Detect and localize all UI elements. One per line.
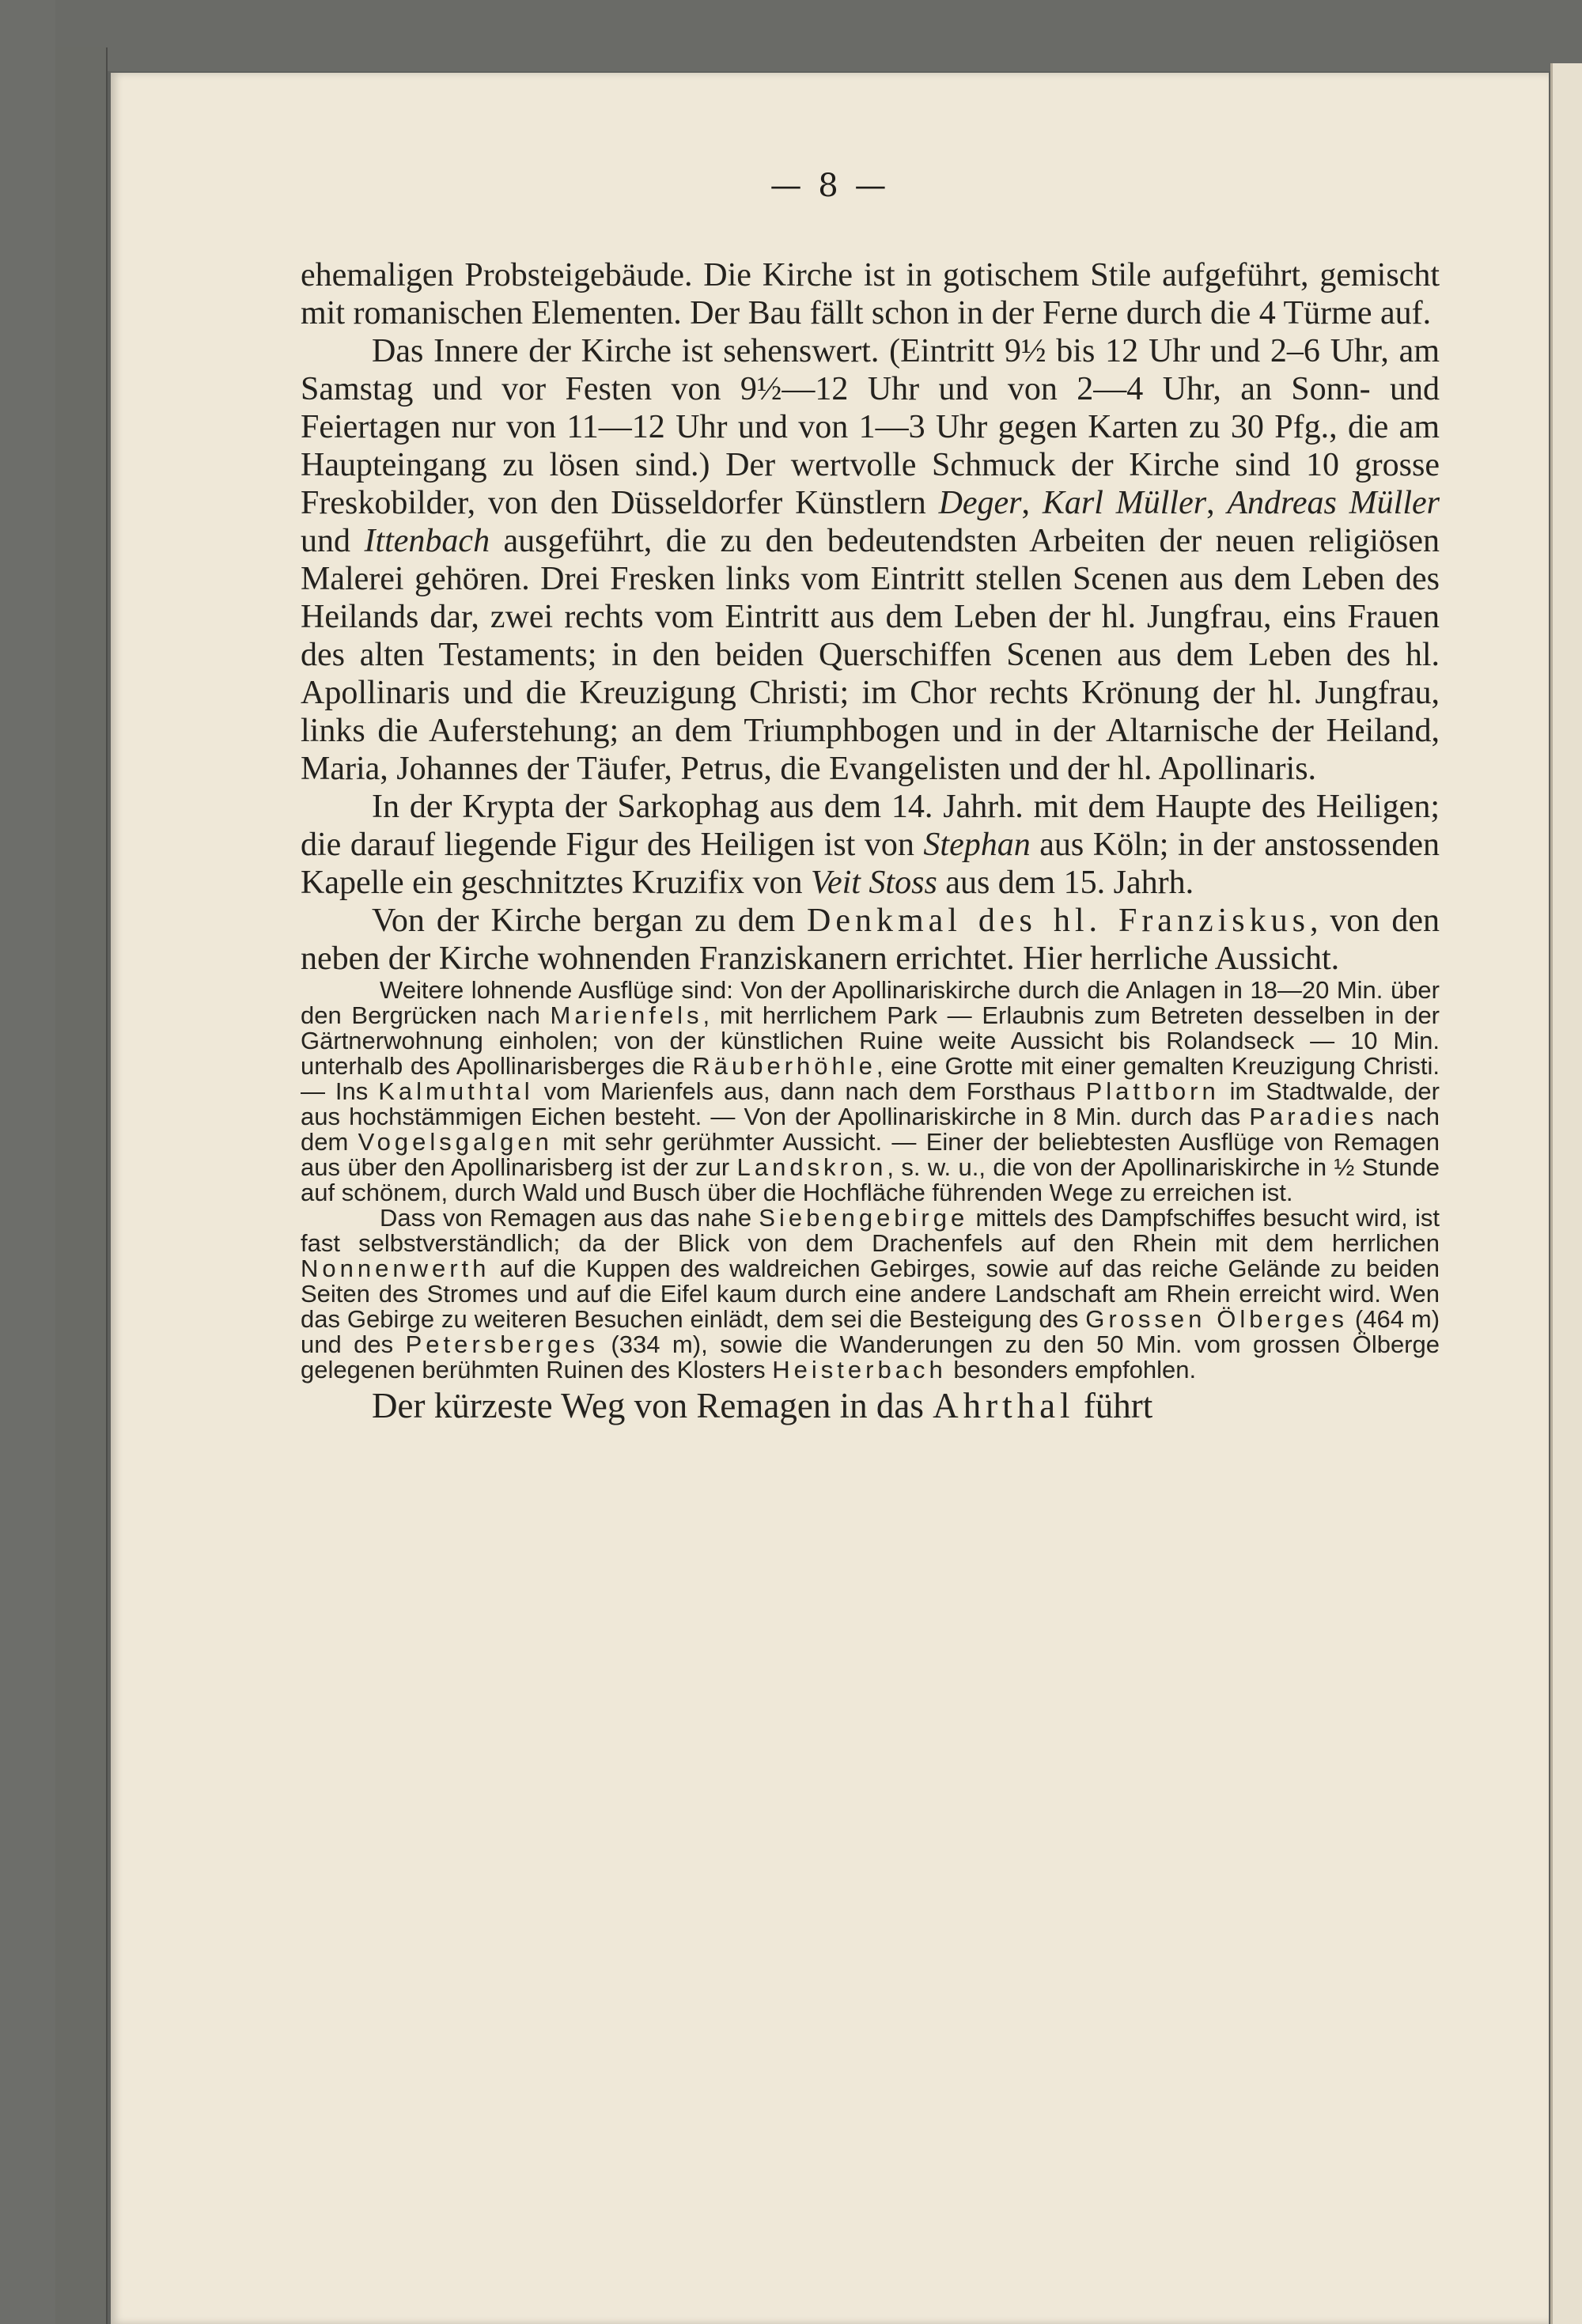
binding-edge	[55, 47, 108, 2324]
paragraph-ahrthal	[301, 1386, 1440, 1425]
note-text: vom Marienfels aus, dann nach dem Forsthaus	[533, 1077, 1086, 1105]
paragraph-text: , von den neben der Kirche wohnenden Franziskanern errichtet. Hier herrliche Aussicht.	[301, 903, 1440, 977]
paragraph-text: Der kürzeste Weg von Remagen in das	[372, 1386, 933, 1425]
paragraph-text: In der Krypta der Sarkophag aus dem 14. Jahrh. mit dem Haupte des Heiligen; die darauf liegende Figur des Heiligen ist von	[301, 789, 1440, 863]
spaced-place-name: Siebengebirge	[759, 1204, 969, 1232]
spaced-place-name: Paradies	[1249, 1103, 1378, 1130]
paragraph-text: Von der Kirche bergan zu dem	[372, 903, 807, 939]
spaced-place-name: Kalmuthtal	[378, 1077, 534, 1105]
paragraph-church-style	[301, 256, 1440, 332]
note-text: , mit herrlichem Park — Erlaubnis zum Betreten desselben in der Gärtnerwohnung einholen; von der künstlichen Ruine weite Aussicht bis Rolandseck — 10 Min. unterhalb des Apollinarisberges die	[301, 1001, 1440, 1080]
note-text: , s. w. u., die von der Apollinariskirche in ½ Stunde auf schönem, durch Wald und Busch über die Hochfläche führenden Wege zu erreichen ist.	[301, 1153, 1440, 1206]
note-text: Dass von Remagen aus das nahe	[380, 1204, 759, 1232]
spaced-place-name: Landskron	[736, 1153, 888, 1181]
spaced-place-name: Heisterbach	[772, 1356, 947, 1383]
paragraph-text: ausgeführt, die zu den bedeutendsten Arbeiten der neuen religiösen Malerei gehören. Drei Fresken links vom Eintritt stellen Scenen aus dem Leben des Heilands dar, zwei rechts vom Eintritt aus dem Leben der hl. Jungfrau, eins Frauen des alten Testaments; in den beiden Querschiffen Scenen aus dem Leben des hl. Apollinaris und die Kreuzigung Christi; im Chor rechts Krönung der hl. Jungfrau, links die Auferstehung; an dem Triumphbogen und in der Altarnische der Heiland, Maria, Johannes der Täufer, Petrus, die Evangelisten und der hl. Apollinaris.	[301, 523, 1440, 787]
spaced-place-name: Räuberhöhle	[692, 1052, 876, 1080]
note-text: , eine Grotte mit einer gemalten Kreuzigung Christi. — Ins	[301, 1052, 1440, 1105]
spaced-place-name: Nonnenwerth	[301, 1255, 490, 1282]
artist-name: Veit Stoss	[810, 865, 937, 901]
spaced-place-name: Plattborn	[1085, 1077, 1220, 1105]
note-siebengebirge	[301, 1206, 1440, 1383]
artist-name: Deger	[938, 485, 1022, 521]
note-text: Weitere lohnende Ausflüge sind: Von der Apollinariskirche durch die Anlagen in 18—20 Min. über den Bergrücken nach	[301, 976, 1440, 1029]
note-text: mittels des Dampfschiffes besucht wird, ist fast selbstverständlich; da der Blick von dem Drachenfels auf den Rhein mit dem herrlichen	[301, 1204, 1440, 1257]
note-text: mit sehr gerühmter Aussicht. — Einer der beliebtesten Ausflüge von Remagen aus über den Apollinarisberg ist der zur	[301, 1128, 1440, 1181]
spaced-place-name: Grossen Ölberges	[1085, 1305, 1349, 1333]
note-further-excursions	[301, 978, 1440, 1206]
page-sheet	[111, 73, 1549, 2324]
spaced-place-name: Petersberges	[405, 1330, 599, 1358]
separator: ,	[1021, 485, 1043, 521]
note-text: besonders empfohlen.	[946, 1356, 1197, 1383]
next-page-edge	[1550, 63, 1582, 2324]
note-text: im Stadtwalde, der aus hochstämmigen Eichen besteht. — Von der Apollinariskirche in 8 Min. durch das	[301, 1077, 1440, 1130]
book-cover-left	[0, 0, 55, 2324]
artist-name: Karl Müller	[1042, 485, 1207, 521]
paragraph-text: aus Köln; in der anstossenden Kapelle ein geschnitztes Kruzifix von	[301, 827, 1440, 901]
artist-name: Ittenbach	[364, 523, 490, 559]
separator: ,	[1206, 485, 1228, 521]
paragraph-text: aus dem 15. Jahrh.	[937, 865, 1194, 901]
paragraph-franziskus-monument	[301, 902, 1440, 978]
spaced-place-name: Ahrthal	[933, 1386, 1075, 1425]
paragraph-text: ehemaligen Probsteigebäude. Die Kirche ist in gotischem Stile aufgeführt, gemischt mit romanischen Elementen. Der Bau fällt schon in der Ferne durch die 4 Türme auf.	[301, 257, 1440, 331]
paragraph-text: Das Innere der Kirche ist sehenswert. (Eintritt 9½ bis 12 Uhr und 2–6 Uhr, am Samstag und vor Festen von 9½—12 Uhr und von 2—4 Uhr, an Sonn- und Feiertagen nur von 11—12 Uhr und von 1—3 Uhr gegen Karten zu 30 Pfg., die am Haupteingang zu lösen sind.) Der wertvolle Schmuck der Kirche sind 10 grosse Freskobilder, von den Düsseldorfer Künstlern	[301, 333, 1440, 521]
paragraph-text: führt	[1074, 1386, 1153, 1425]
book-cover-top	[0, 0, 1582, 71]
paragraph-text: und	[301, 523, 365, 559]
note-text: (464 m) und des	[301, 1305, 1440, 1358]
artist-name: Andreas Müller	[1227, 485, 1440, 521]
page-body	[301, 256, 1440, 1425]
spaced-place-name: Vogelsgalgen	[358, 1128, 553, 1156]
note-text: auf die Kuppen des waldreichen Gebirges, sowie auf das reiche Gelände zu beiden Seiten des Stromes und auf die Eifel kaum durch eine andere Landschaft am Rhein erreicht wird. Wen das Gebirge zu weiteren Besuchen einlädt, dem sei die Besteigung des	[301, 1255, 1440, 1333]
spaced-place-name: Marienfels	[550, 1001, 703, 1029]
note-text: (334 m), sowie die Wanderungen zu den 50 Min. vom grossen Ölberge gelegenen berühmten Ruinen des Klosters	[301, 1330, 1440, 1383]
page-number: — 8 —	[770, 168, 890, 204]
note-text: nach dem	[301, 1103, 1440, 1156]
artist-name: Stephan	[923, 827, 1031, 863]
paragraph-crypt	[301, 788, 1440, 902]
spaced-place-name: Denkmal des hl. Franziskus	[807, 903, 1310, 939]
paragraph-church-interior	[301, 332, 1440, 788]
